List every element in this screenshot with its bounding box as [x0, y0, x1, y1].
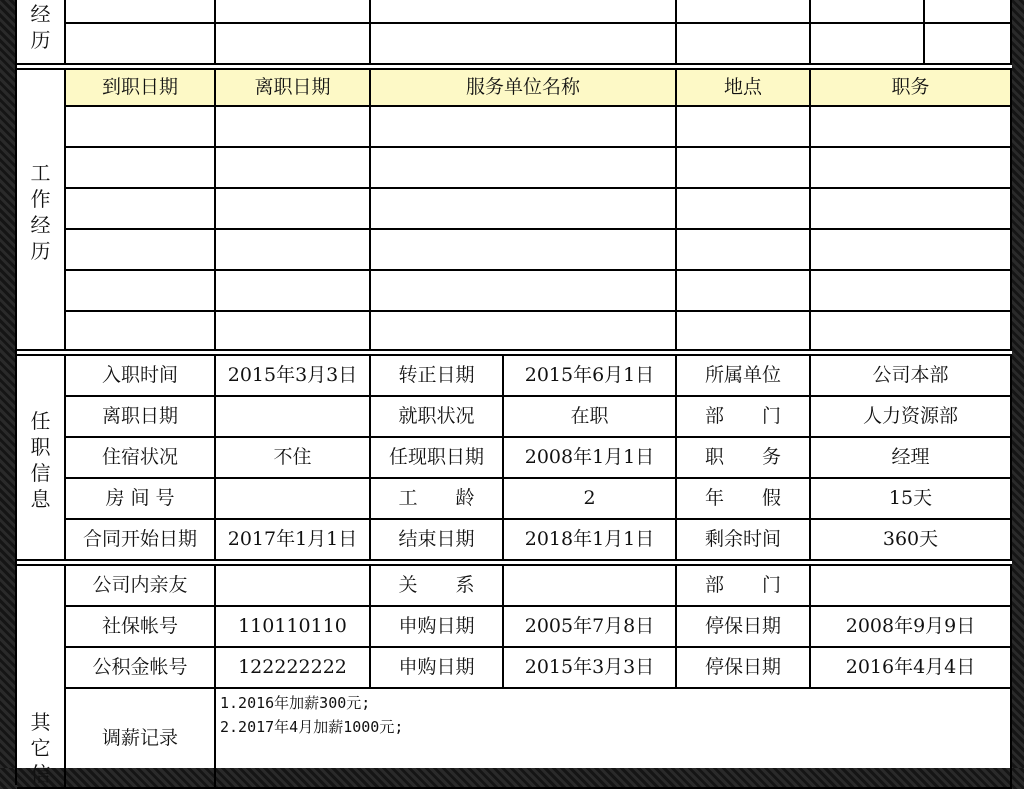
work-cell[interactable]: [66, 148, 216, 189]
value-employment-status[interactable]: 在职: [504, 397, 677, 438]
label-hire-date: 入职时间: [66, 356, 216, 397]
value-remaining-time[interactable]: 360天: [811, 520, 1012, 561]
education-cell[interactable]: [925, 0, 1012, 24]
label-job-title: 职 务: [677, 438, 811, 479]
value-hire-date[interactable]: 2015年3月3日: [216, 356, 371, 397]
work-cell[interactable]: [677, 230, 811, 271]
work-cell[interactable]: [811, 271, 1012, 312]
education-cell[interactable]: [925, 24, 1012, 65]
work-cell[interactable]: [371, 271, 677, 312]
salary-adjustment-notes[interactable]: [216, 689, 1012, 789]
label-contract-end: 结束日期: [371, 520, 504, 561]
work-cell[interactable]: [811, 312, 1012, 351]
work-cell[interactable]: [216, 189, 371, 230]
education-section-label: [17, 0, 66, 65]
work-experience-section-label: [17, 70, 66, 351]
work-cell[interactable]: [811, 230, 1012, 271]
value-regularization-date[interactable]: 2015年6月1日: [504, 356, 677, 397]
work-cell[interactable]: [811, 148, 1012, 189]
value-leave-date[interactable]: [216, 397, 371, 438]
education-cell[interactable]: [677, 0, 811, 24]
other-label-char: 信: [30, 762, 51, 786]
work-cell[interactable]: [216, 107, 371, 148]
header-end-date: 离职日期: [216, 70, 371, 107]
employment-label-char: 息: [30, 486, 51, 511]
value-ss-stop-date[interactable]: 2008年9月9日: [811, 607, 1012, 648]
work-cell[interactable]: [677, 107, 811, 148]
other-info-section-label: [17, 566, 66, 789]
employment-info-section-label: [17, 356, 66, 561]
label-annual-leave: 年 假: [677, 479, 811, 520]
label-salary-adjustment-record: 调薪记录: [66, 689, 216, 789]
value-affiliated-unit[interactable]: 公司本部: [811, 356, 1012, 397]
work-cell[interactable]: [66, 230, 216, 271]
label-room-number: 房 间 号: [66, 479, 216, 520]
salary-note-line: 2.2017年4月加薪1000元;: [220, 718, 404, 736]
label-remaining-time: 剩余时间: [677, 520, 811, 561]
value-relatives-in-company[interactable]: [216, 566, 371, 607]
education-cell[interactable]: [371, 24, 677, 65]
work-cell[interactable]: [677, 148, 811, 189]
work-cell[interactable]: [811, 107, 1012, 148]
other-label-char: 它: [30, 736, 51, 760]
education-cell[interactable]: [66, 24, 216, 65]
label-regularization-date: 转正日期: [371, 356, 504, 397]
value-job-title[interactable]: 经理: [811, 438, 1012, 479]
label-social-security-account: 社保帐号: [66, 607, 216, 648]
employee-record-sheet: [15, 0, 1010, 786]
work-label-char: 工: [30, 160, 51, 185]
value-hf-apply-date[interactable]: 2015年3月3日: [504, 648, 677, 689]
employment-label-char: 职: [30, 434, 51, 459]
work-cell[interactable]: [66, 189, 216, 230]
work-cell[interactable]: [66, 271, 216, 312]
label-ss-stop-date: 停保日期: [677, 607, 811, 648]
work-cell[interactable]: [371, 148, 677, 189]
value-contract-end[interactable]: 2018年1月1日: [504, 520, 677, 561]
education-cell[interactable]: [216, 24, 371, 65]
work-cell[interactable]: [66, 312, 216, 351]
label-department: 部 门: [677, 397, 811, 438]
value-contract-start[interactable]: 2017年1月1日: [216, 520, 371, 561]
work-cell[interactable]: [371, 189, 677, 230]
education-cell[interactable]: [66, 0, 216, 24]
label-hf-stop-date: 停保日期: [677, 648, 811, 689]
work-cell[interactable]: [371, 230, 677, 271]
value-hf-stop-date[interactable]: 2016年4月4日: [811, 648, 1012, 689]
label-current-position-date: 任现职日期: [371, 438, 504, 479]
employee-record-table: [15, 0, 1010, 785]
label-ss-apply-date: 申购日期: [371, 607, 504, 648]
education-cell[interactable]: [811, 0, 925, 24]
header-location: 地点: [677, 70, 811, 107]
value-seniority[interactable]: 2: [504, 479, 677, 520]
employment-label-char: 任: [30, 408, 51, 433]
work-cell[interactable]: [216, 230, 371, 271]
value-housing-status[interactable]: 不住: [216, 438, 371, 479]
education-cell[interactable]: [677, 24, 811, 65]
work-label-char: 历: [30, 238, 51, 263]
label-contract-start: 合同开始日期: [66, 520, 216, 561]
label-hf-apply-date: 申购日期: [371, 648, 504, 689]
label-affiliated-unit: 所属单位: [677, 356, 811, 397]
education-cell[interactable]: [811, 24, 925, 65]
value-room-number[interactable]: [216, 479, 371, 520]
label-relative-department: 部 门: [677, 566, 811, 607]
label-leave-date: 离职日期: [66, 397, 216, 438]
work-cell[interactable]: [371, 107, 677, 148]
work-cell[interactable]: [216, 271, 371, 312]
work-cell[interactable]: [677, 189, 811, 230]
header-start-date: 到职日期: [66, 70, 216, 107]
label-seniority: 工 龄: [371, 479, 504, 520]
other-label-char: 其: [30, 710, 51, 734]
label-housing-fund-account: 公积金帐号: [66, 648, 216, 689]
value-department[interactable]: 人力资源部: [811, 397, 1012, 438]
work-cell[interactable]: [371, 312, 677, 351]
employment-label-char: 信: [30, 460, 51, 485]
label-employment-status: 就职状况: [371, 397, 504, 438]
work-cell[interactable]: [811, 189, 1012, 230]
value-relative-department[interactable]: [811, 566, 1012, 607]
work-cell[interactable]: [216, 312, 371, 351]
label-relationship: 关 系: [371, 566, 504, 607]
work-label-char: 作: [30, 186, 51, 211]
value-annual-leave[interactable]: 15天: [811, 479, 1012, 520]
label-relatives-in-company: 公司内亲友: [66, 566, 216, 607]
education-label-char: 经: [30, 2, 51, 26]
label-housing-status: 住宿状况: [66, 438, 216, 479]
value-relationship[interactable]: [504, 566, 677, 607]
value-current-position-date[interactable]: 2008年1月1日: [504, 438, 677, 479]
education-cell[interactable]: [371, 0, 677, 24]
work-cell[interactable]: [677, 312, 811, 351]
work-cell[interactable]: [216, 148, 371, 189]
work-label-char: 经: [30, 212, 51, 237]
value-social-security-account[interactable]: 110110110: [216, 607, 371, 648]
value-ss-apply-date[interactable]: 2005年7月8日: [504, 607, 677, 648]
value-housing-fund-account[interactable]: 122222222: [216, 648, 371, 689]
education-label-char: 历: [30, 28, 51, 52]
header-position: 职务: [811, 70, 1012, 107]
education-cell[interactable]: [216, 0, 371, 24]
work-cell[interactable]: [66, 107, 216, 148]
salary-note-line: 1.2016年加薪300元;: [220, 694, 371, 712]
work-cell[interactable]: [677, 271, 811, 312]
header-employer-name: 服务单位名称: [371, 70, 677, 107]
